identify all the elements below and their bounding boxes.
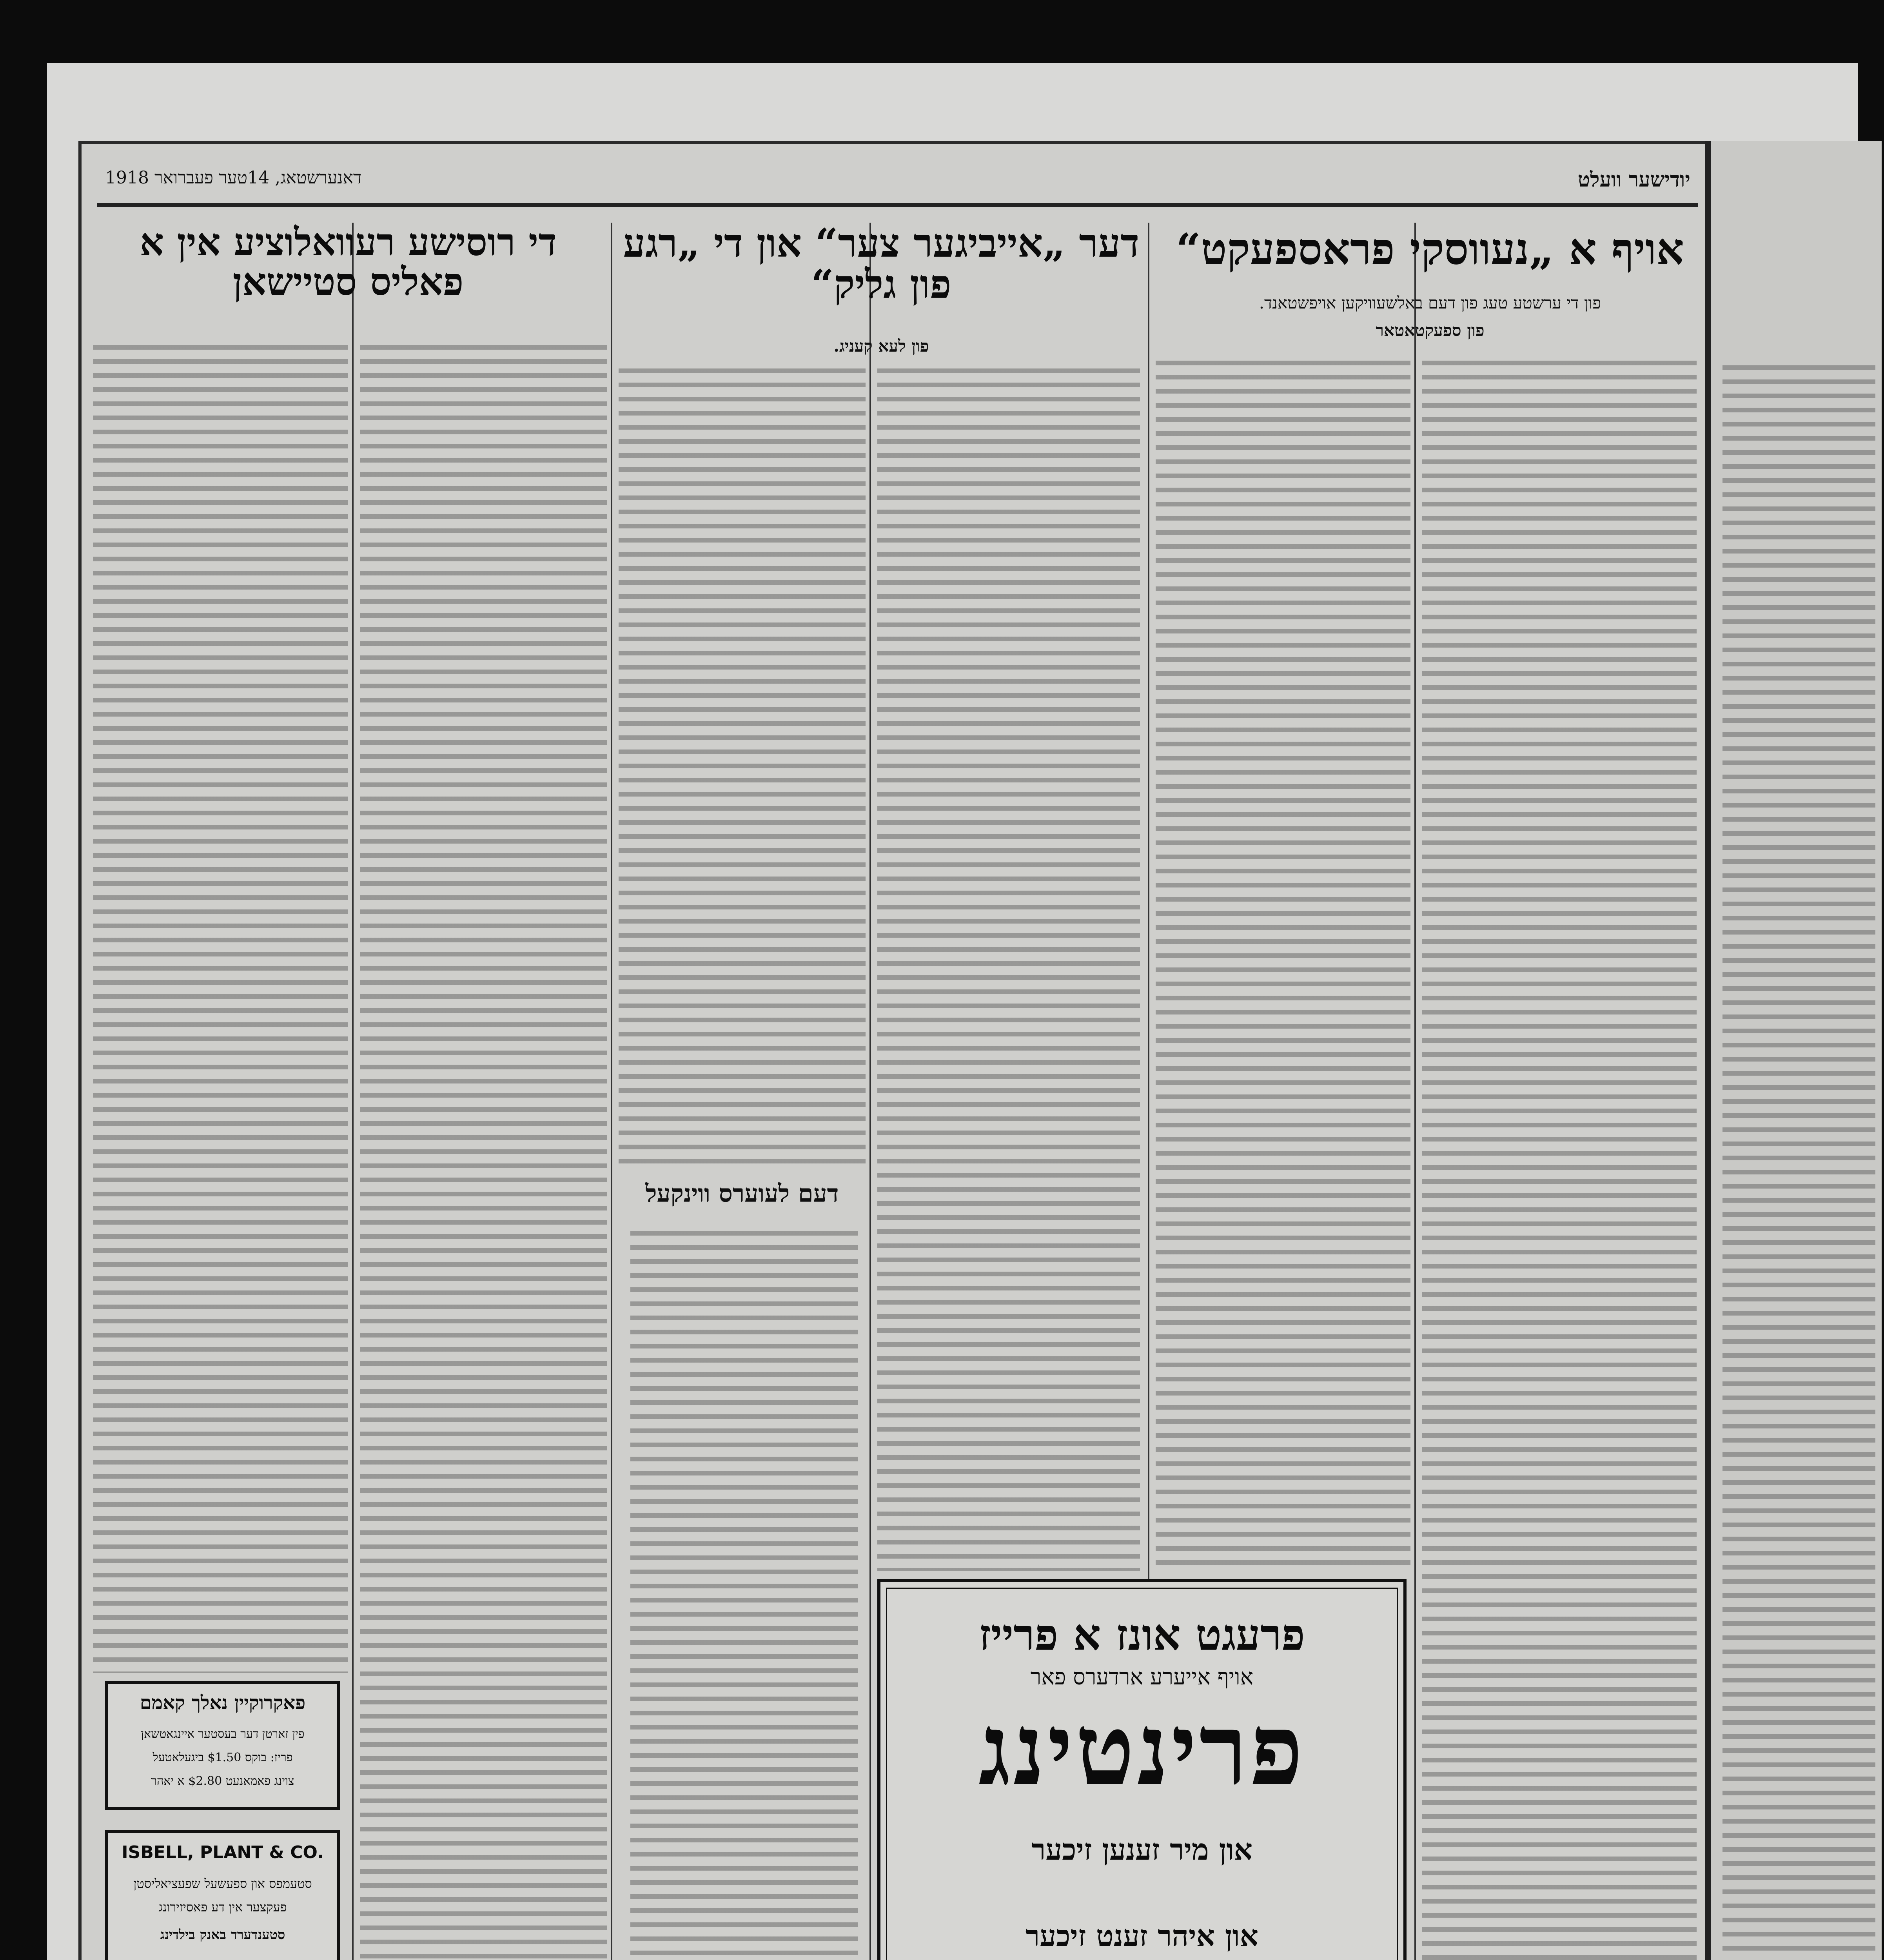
isbell-advertisement: ISBELL, PLANT & CO. סטעמפס און ספעשעל שפעציאליסטן פעקצער אין דע פאסיזירונג סטענדערד באנק בילדינג	[105, 1830, 340, 1960]
printing-advertisement	[877, 1579, 1407, 1960]
article-body-nevsky-cont	[1156, 356, 1410, 1571]
adjacent-page-text	[1722, 361, 1875, 1960]
article-body-revolution-cont	[93, 340, 348, 1673]
column-rule	[611, 223, 612, 1960]
ad-headline: פרעגט אונז א פרייז	[979, 1610, 1305, 1660]
poem-title: דעם לעוערס ווינקעל	[645, 1179, 839, 1208]
ad-subheadline: אויף אייערע ארדערס פאר	[1030, 1664, 1254, 1690]
column-rule	[869, 223, 871, 1960]
nurse-advertisement: פאקרוקיין נאלך קאמם פין זארטן דער בעסטער איינגאטשאן פריז: בוקס ‎$1.50‎ ביגעלאטעל צוינג פאמאנעט ‎$2.80‎ א יאהר	[105, 1681, 340, 1810]
column-rule	[1414, 223, 1416, 1960]
header-rule	[97, 203, 1698, 207]
ad-main-word: פרינטינג	[978, 1692, 1305, 1807]
article-byline-black-sea: פון לעא קעניג.	[833, 336, 929, 356]
adjacent-page-edge	[1705, 141, 1882, 1960]
article-body-revolution	[360, 340, 607, 1960]
article-body-black-sea	[877, 364, 1140, 1571]
ad-line-2: און איהר זענט זיכער	[1025, 1919, 1259, 1953]
article-intro-nevsky: פון די ערשטע טעג פון דעם באלשעוויקען אויפשטאנד.	[1259, 293, 1601, 312]
article-body-nevsky	[1422, 356, 1697, 1960]
newspaper-page	[78, 141, 1717, 1960]
masthead: יודישער וועלט	[1577, 168, 1690, 192]
article-title-revolution: די רוסישע רעוואלוציע אין א פאליס סטיישאן	[140, 220, 557, 304]
article-byline-nevsky: פון ספעקטאטאר	[1376, 321, 1485, 340]
page-date: 1918 דאנערשטאג, 14טער פעברואר	[105, 168, 362, 188]
article-title-nevsky: אויף א „נעווסקי פראספעקט“	[1176, 224, 1684, 274]
ad-line-1: און מיר זענען זיכער	[1031, 1833, 1252, 1867]
poem-body	[630, 1226, 858, 1960]
column-rule	[352, 223, 354, 1960]
article-title-black-sea: דער „אייביגער צער“ און די „רגע פון גליק“	[623, 220, 1140, 307]
article-body-black-sea-cont	[619, 364, 866, 1163]
